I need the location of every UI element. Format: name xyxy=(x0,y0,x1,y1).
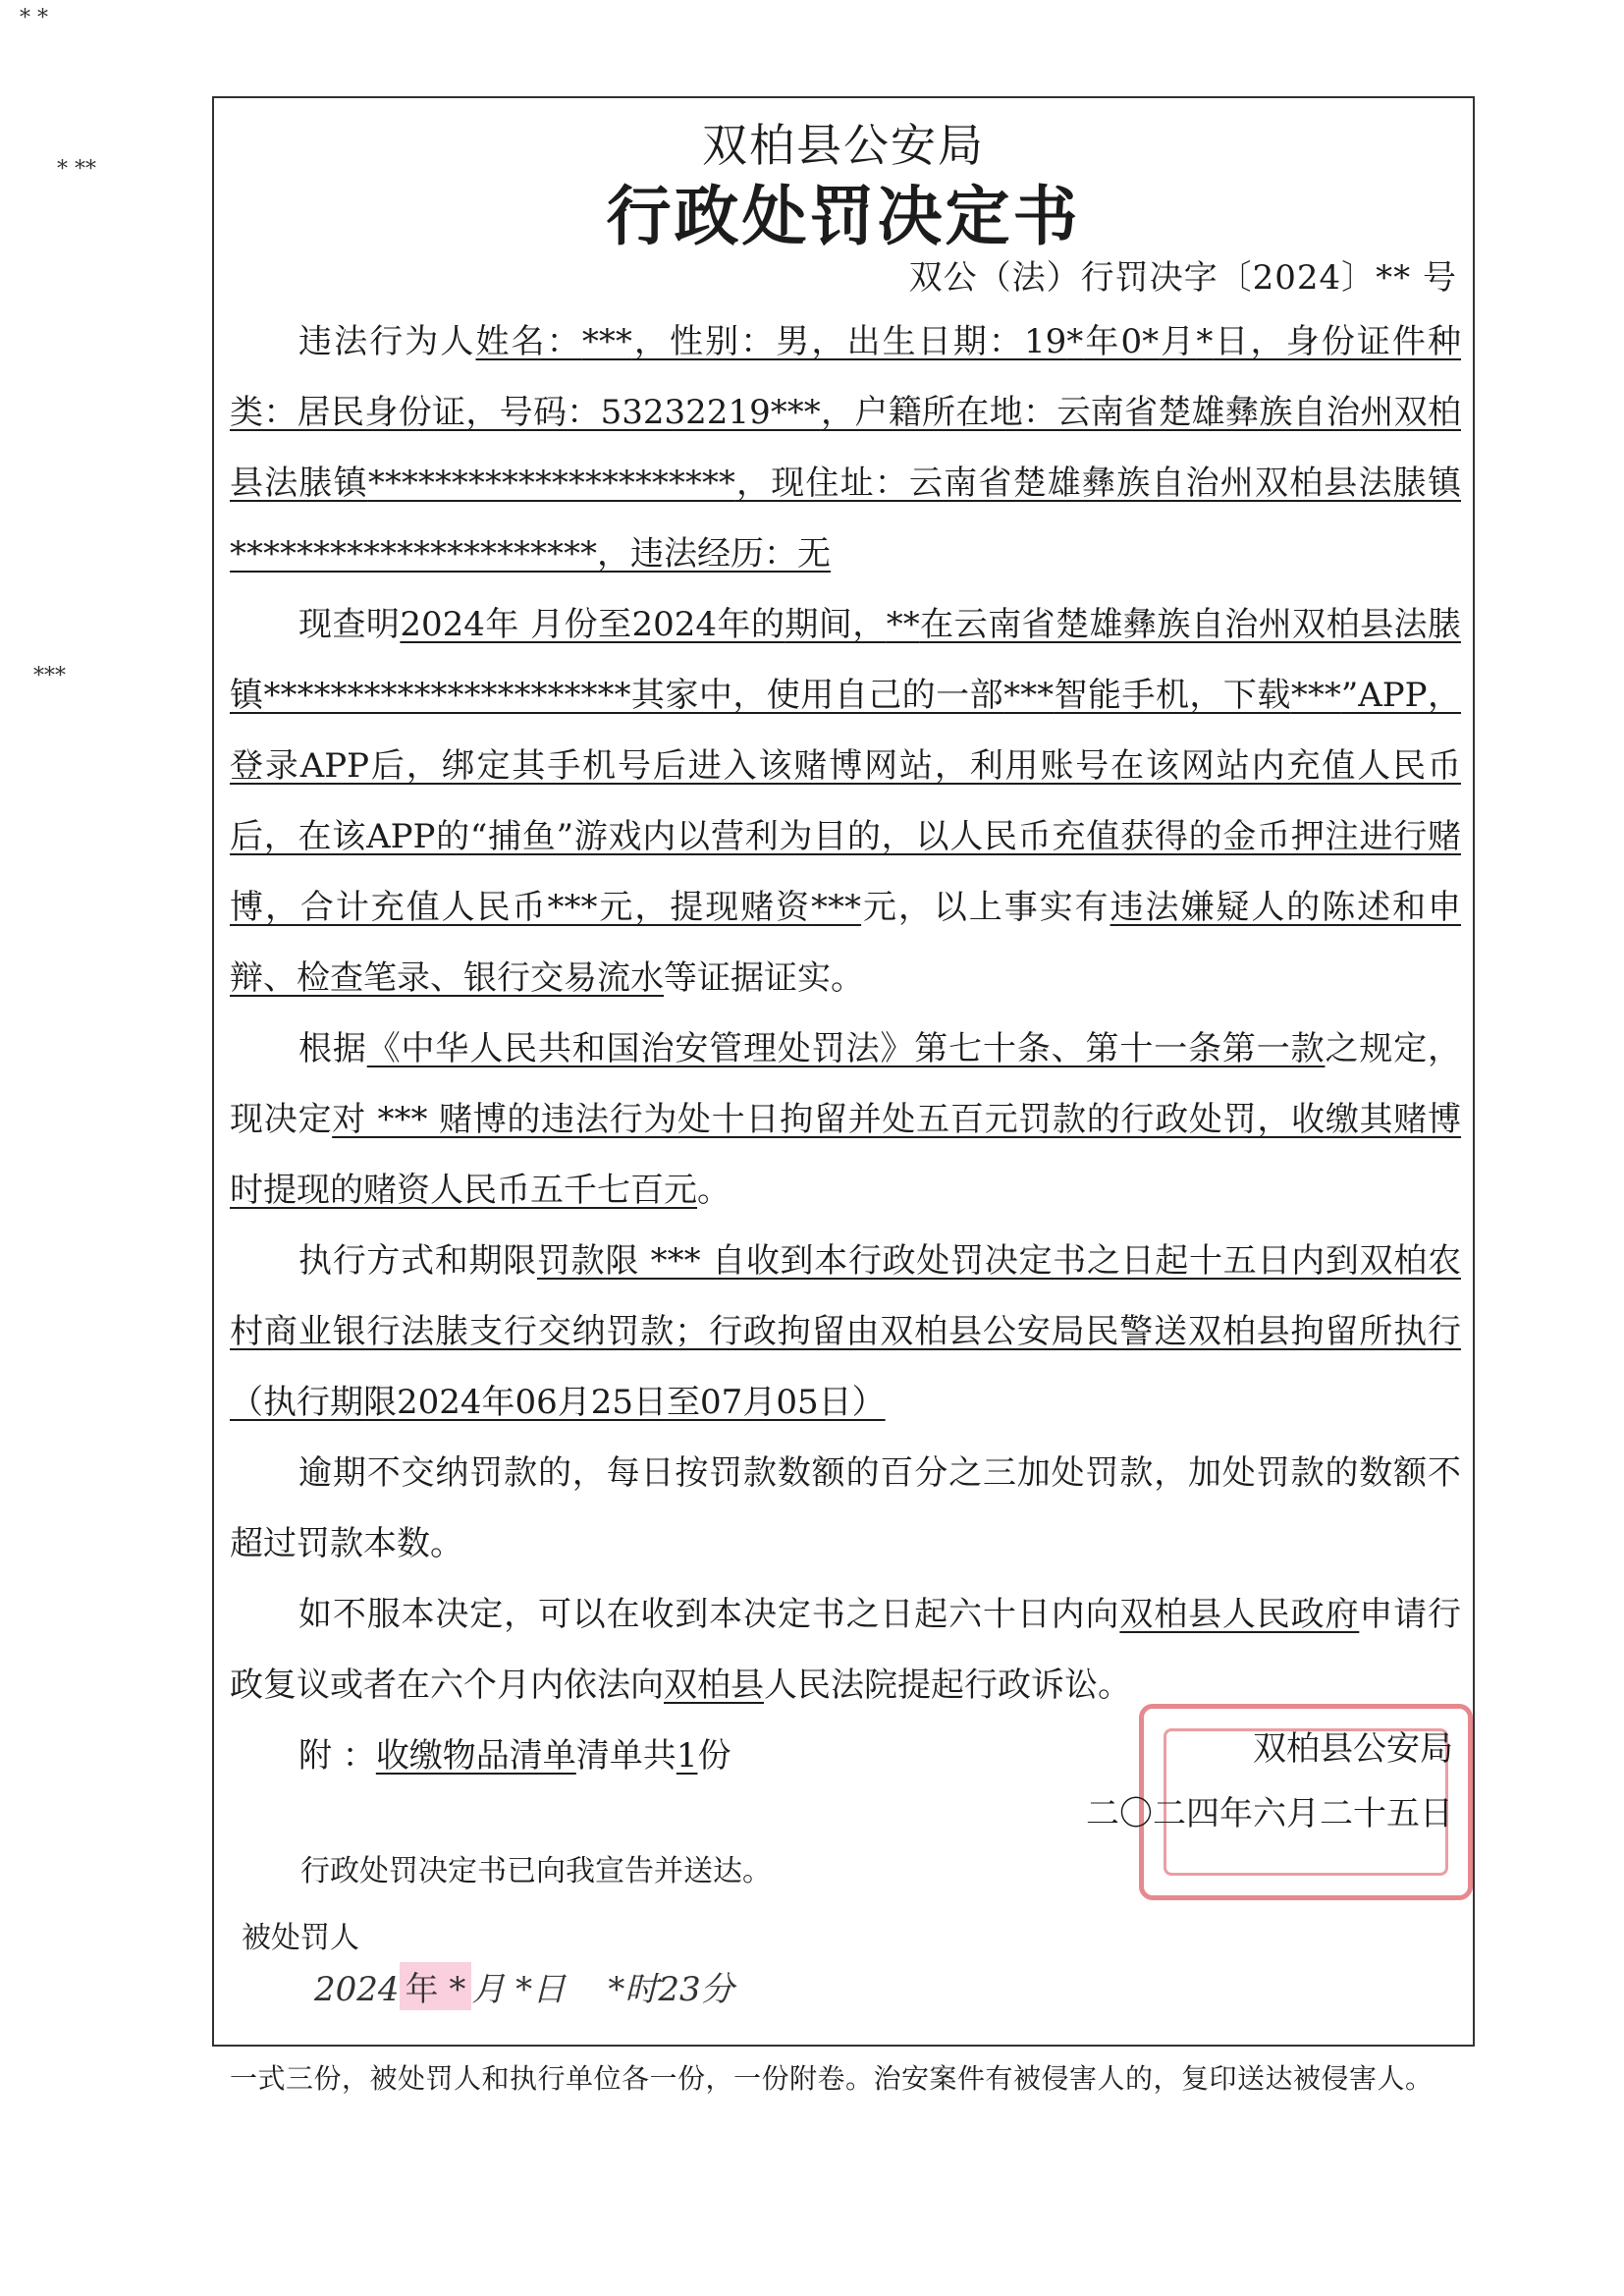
issuing-agency: 双柏县公安局 xyxy=(702,119,985,172)
offender-paragraph: 违法行为人姓名：***，性别：男，出生日期：19*年0*月*日，身份证件种类：居民身份证，号码：53232219***，户籍所在地：云南省楚雄彝族自治州双柏县法脿镇**********************，现住址：云南省楚雄彝族自治州双柏县法脿镇**********************，违法经历：无 xyxy=(230,322,1462,574)
current-address: ********************** xyxy=(230,534,597,574)
redaction: 年 * xyxy=(400,1962,472,2010)
hukou-address: ********************** xyxy=(367,464,735,503)
execution-detail: 罚款限 *** 自收到本行政处罚决定书之日起十五日内到双柏农村商业银行法脿支行交纳罚款；行政拘留由双柏县公安局民警送双柏县拘留所执行（执行期限2024年06月25日至07月05日） xyxy=(230,1241,1461,1422)
evidence-list: 违法嫌疑人的陈述和申辩、检查笔录、银行交易流水 xyxy=(230,888,1462,998)
document-title: 行政处罚决定书 xyxy=(606,178,1081,254)
court-name: 双柏县 xyxy=(664,1666,764,1705)
signoff-date: 二〇二四年六月二十五日 xyxy=(1086,1794,1453,1833)
id-number: 19*** xyxy=(728,393,821,432)
legal-basis-paragraph: 根据《中华人民共和国治安管理处罚法》第七十条、第十一条第一款之规定，现决定对 *** 赌博的违法行为处十日拘留并处五百元罚款的行政处罚，收缴其赌博时提现的赌资人民币五千七百元。 xyxy=(230,1029,1462,1210)
recipient-label: 被处罚人 xyxy=(242,1921,359,1955)
facts-paragraph: 现查明2024年 月份至2024年的期间，**在云南省楚雄彝族自治州双柏县法脿镇**********************其家中，使用自己的一部***智能手机，下载***”APP，登录APP后，绑定其手机号后进入该赌博网站，利用账号在该网站内充值人民币后，在该APP的“捕鱼”游戏内以营利为目的，以人民币充值获得的金币押注进行赌博，合计充值人民币***元，提现赌资***元，以上事实有违法嫌疑人的陈述和申辩、检查笔录、银行交易流水等证据证实。 xyxy=(230,605,1462,998)
stray-mark: * ** xyxy=(57,157,96,182)
review-authority: 双柏县人民政府 xyxy=(1119,1595,1360,1634)
execution-paragraph: 执行方式和期限罚款限 *** 自收到本行政处罚决定书之日起十五日内到双柏农村商业银行法脿支行交纳罚款；行政拘留由双柏县公安局民警送双柏县拘留所执行（执行期限2024年06月25日至07月05日） xyxy=(230,1241,1461,1422)
offender-name: *** xyxy=(581,322,632,361)
signoff-agency: 双柏县公安局 xyxy=(1253,1729,1453,1769)
penalty-decision: 对 *** 赌博的违法行为处十日拘留并处五百元罚款的行政处罚，收缴其赌博时提现的赌资人民币五千七百元 xyxy=(230,1100,1462,1210)
stray-mark: * * xyxy=(20,6,48,30)
attachment-paragraph: 附 ：收缴物品清单清单共1份 xyxy=(298,1736,731,1776)
stray-mark: *** xyxy=(33,664,66,688)
signoff-block xyxy=(982,1717,1453,1846)
document-header xyxy=(212,116,1475,257)
receipt-note: 行政处罚决定书已向我宣告并送达。 xyxy=(300,1854,772,1888)
appeal-paragraph: 如不服本决定，可以在收到本决定书之日起六十日内向双柏县人民政府申请行政复议或者在六个月内依法向双柏县人民法院提起行政诉讼。 xyxy=(230,1595,1462,1705)
law-citation: 《中华人民共和国治安管理处罚法》第七十条、第十一条第一款 xyxy=(366,1029,1326,1068)
document-body xyxy=(230,306,1461,1791)
footnote: 一式三份，被处罚人和执行单位各一份，一份附卷。治安案件有被侵害人的，复印送达被侵害人。 xyxy=(230,2062,1434,2095)
handwritten-sign-time: 2024 年 * 月 *日 *时23分 xyxy=(314,1962,734,2010)
attachment-item: 收缴物品清单 xyxy=(375,1736,576,1776)
attachment-count: 1 xyxy=(676,1736,698,1776)
late-fee-paragraph: 逾期不交纳罚款的，每日按罚款数额的百分之三加处罚款，加处罚款的数额不超过罚款本数。 xyxy=(230,1453,1461,1563)
document-number: 双公（法）行罚决字〔2024〕** 号 xyxy=(908,258,1457,298)
